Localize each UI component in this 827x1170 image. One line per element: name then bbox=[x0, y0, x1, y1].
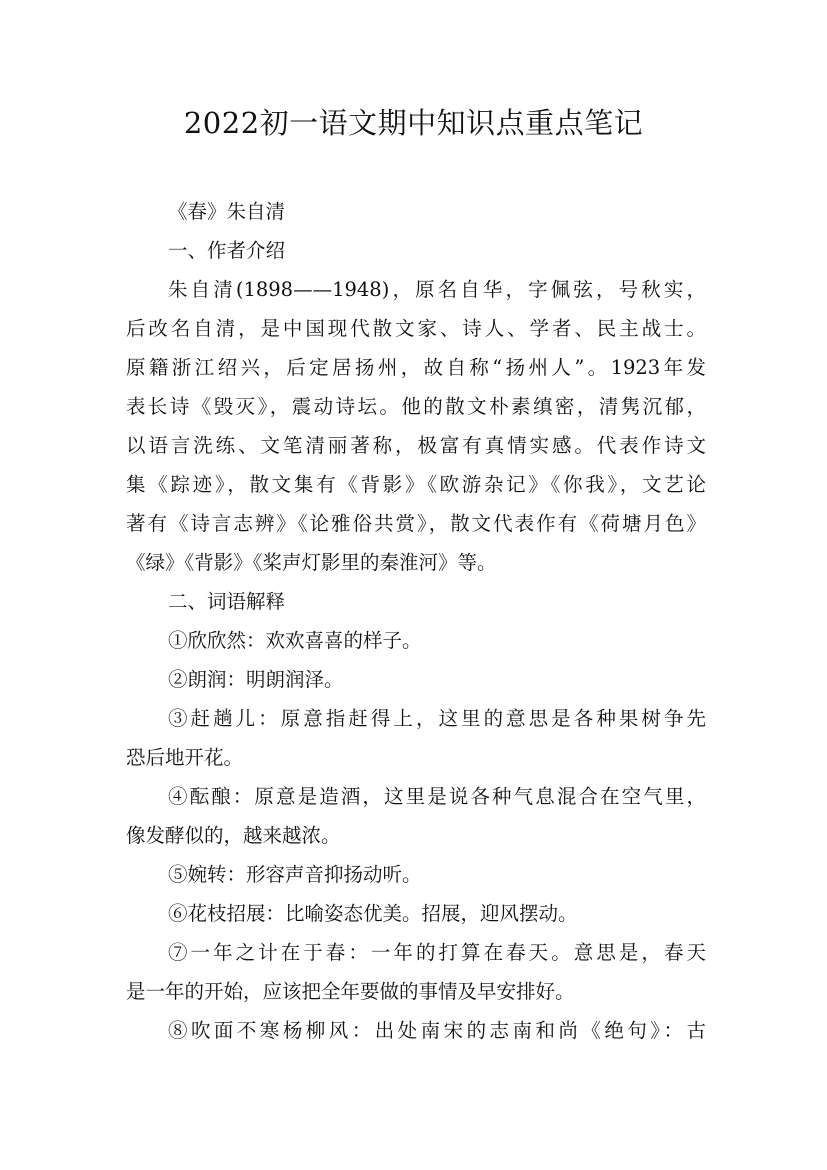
vocabulary-item-continued: 恐后地开花。 bbox=[126, 746, 244, 769]
paragraph-line: 以语言洗练、文笔清丽著称，极富有真情实感。代表作诗文 bbox=[126, 434, 706, 457]
document-body bbox=[126, 192, 706, 1050]
vocabulary-item: ⑥花枝招展：比喻姿态优美。招展，迎风摆动。 bbox=[168, 902, 578, 925]
paragraph-line: 著有《诗言志辨》《论雅俗共赏》，散文代表作有《荷塘月色》 bbox=[126, 512, 706, 535]
vocabulary-item: ④酝酿：原意是造酒，这里是说各种气息混合在空气里， bbox=[168, 785, 706, 808]
paragraph-line: 朱自清(1898——1948)，原名自华，字佩弦，号秋实， bbox=[168, 278, 706, 301]
paragraph-line: 《绿》《背影》《桨声灯影里的秦淮河》等。 bbox=[126, 551, 497, 574]
vocabulary-item-continued: 是一年的开始，应该把全年要做的事情及早安排好。 bbox=[126, 980, 575, 1003]
vocabulary-item: ⑤婉转：形容声音抑扬动听。 bbox=[168, 863, 422, 886]
section-heading-chun: 《春》朱自清 bbox=[168, 200, 286, 223]
document-title: 2022初一语文期中知识点重点笔记 bbox=[183, 106, 644, 140]
paragraph-line: 原籍浙江绍兴，后定居扬州，故自称“扬州人”。1923年发 bbox=[126, 356, 706, 379]
paragraph-line: 后改名自清，是中国现代散文家、诗人、学者、民主战士。 bbox=[126, 317, 706, 340]
vocabulary-item: ①欣欣然：欢欢喜喜的样子。 bbox=[168, 629, 422, 652]
vocabulary-item: ⑧吹面不寒杨柳风：出处南宋的志南和尚《绝句》：古 bbox=[168, 1019, 706, 1042]
paragraph-line: 集《踪迹》，散文集有《背影》《欧游杂记》《你我》，文艺论 bbox=[126, 473, 706, 496]
vocabulary-item: ②朗润：明朗润泽。 bbox=[168, 668, 344, 691]
paragraph-line: 表长诗《毁灭》，震动诗坛。他的散文朴素缜密，清隽沉郁， bbox=[126, 395, 706, 418]
section-heading-vocabulary: 二、词语解释 bbox=[168, 590, 286, 613]
section-heading-author: 一、作者介绍 bbox=[168, 239, 286, 262]
vocabulary-item-continued: 像发酵似的，越来越浓。 bbox=[126, 824, 341, 847]
vocabulary-item: ③赶趟儿：原意指赶得上，这里的意思是各种果树争先 bbox=[168, 707, 706, 730]
vocabulary-item: ⑦一年之计在于春：一年的打算在春天。意思是，春天 bbox=[168, 941, 706, 964]
